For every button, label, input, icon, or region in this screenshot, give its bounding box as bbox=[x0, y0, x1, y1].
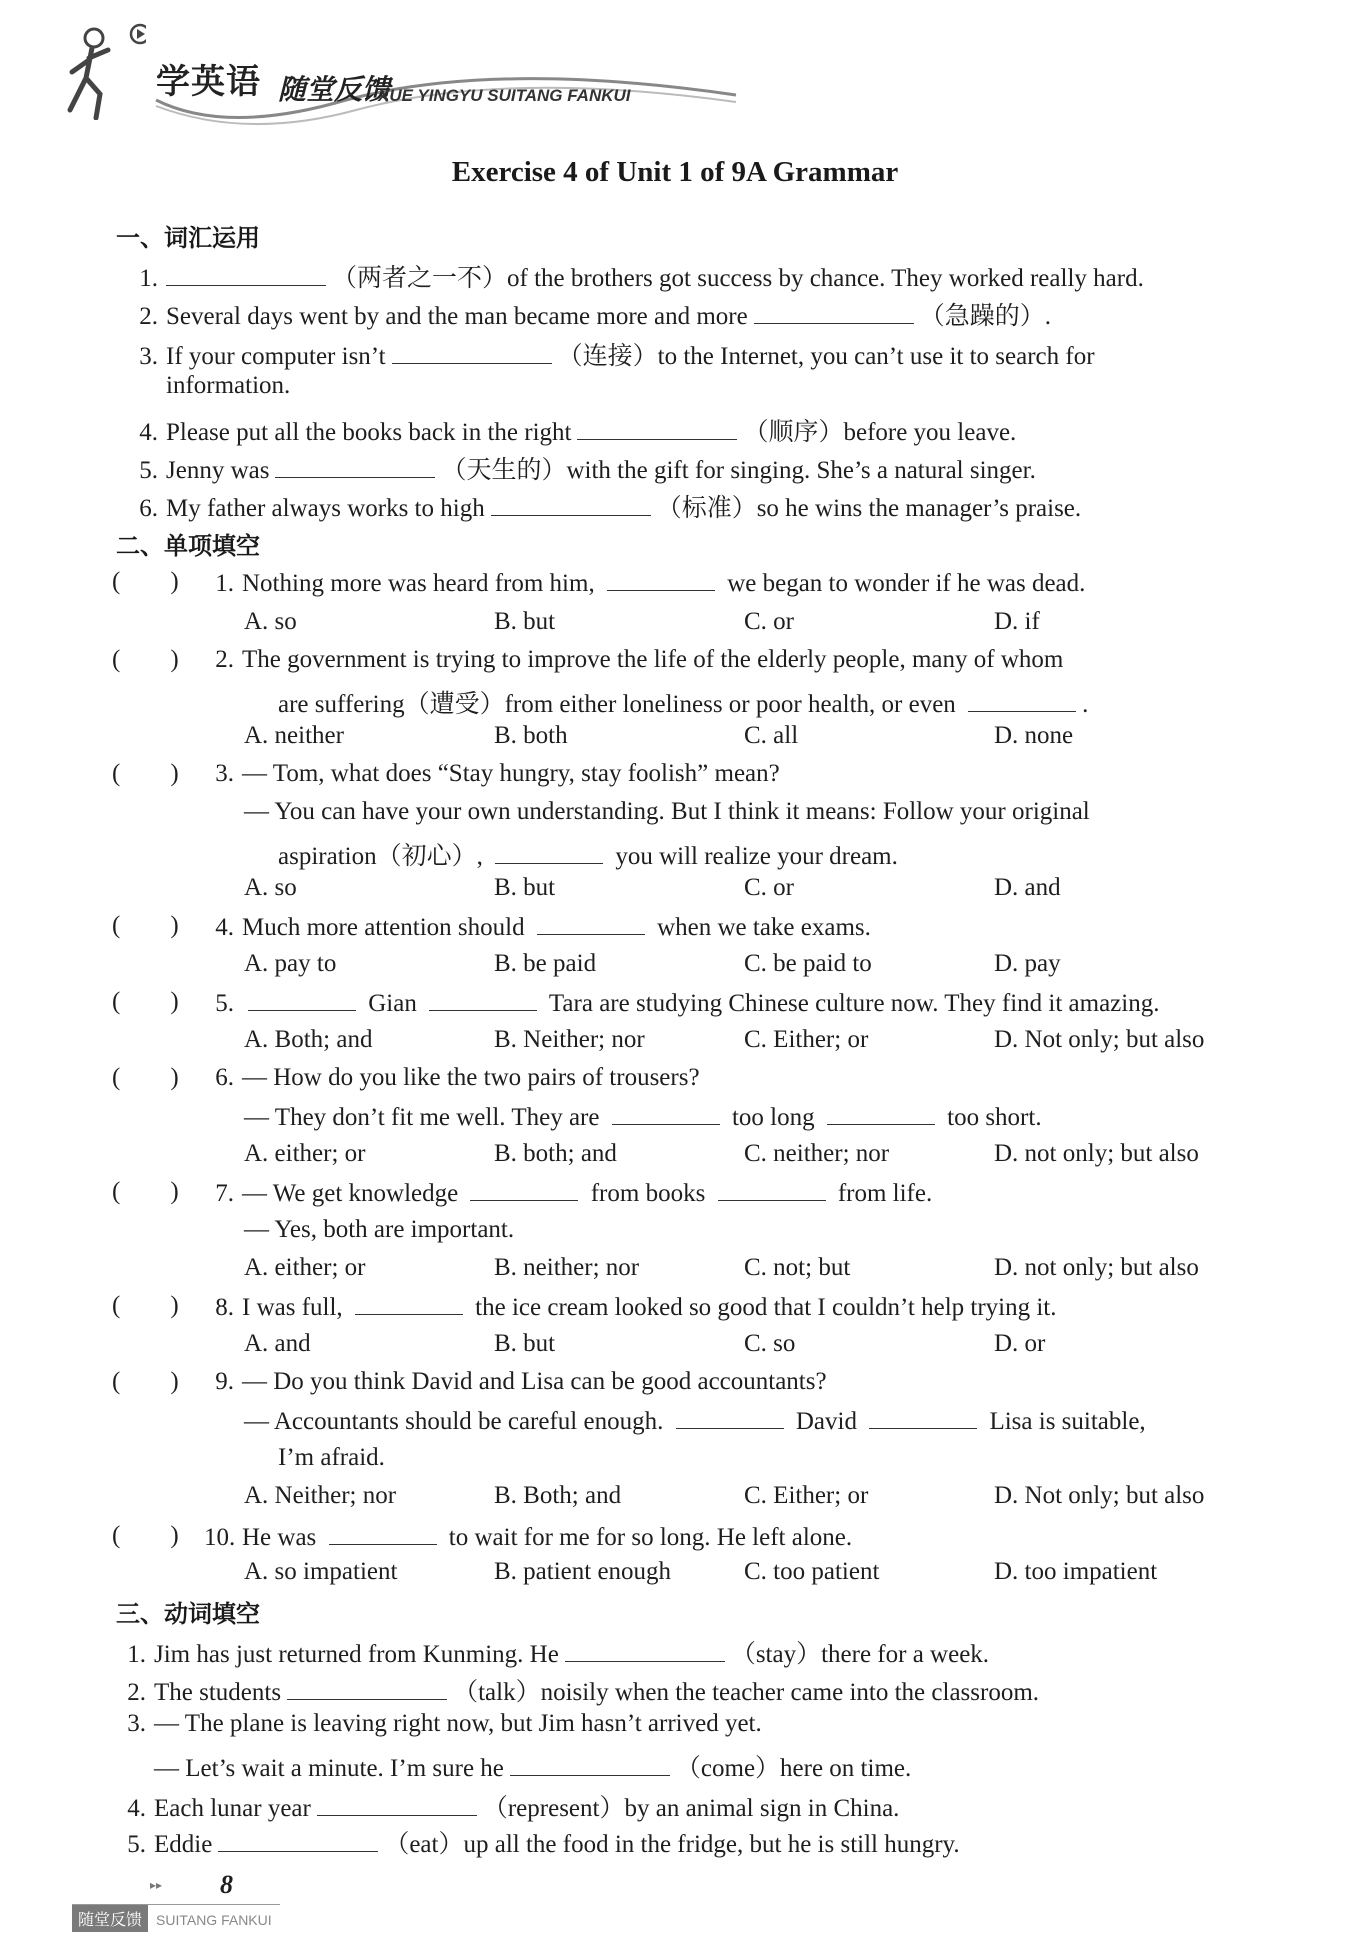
answer-blank[interactable] bbox=[287, 1677, 447, 1700]
answer-blank[interactable] bbox=[754, 301, 914, 324]
option-a[interactable]: A. so bbox=[244, 874, 297, 901]
answer-bracket[interactable]: ( ) bbox=[112, 646, 179, 673]
answer-blank[interactable] bbox=[495, 841, 603, 864]
section3-heading: 三、动词填空 bbox=[116, 1600, 260, 1628]
answer-blank[interactable] bbox=[355, 1292, 463, 1315]
option-a[interactable]: A. so bbox=[244, 608, 297, 635]
answer-blank[interactable] bbox=[392, 341, 552, 364]
option-d[interactable]: D. not only; but also bbox=[994, 1254, 1199, 1281]
answer-blank[interactable] bbox=[275, 455, 435, 478]
question-7-line: — Yes, both are important. bbox=[244, 1216, 515, 1243]
answer-bracket[interactable]: ( ) bbox=[112, 912, 179, 939]
option-d[interactable]: D. and bbox=[994, 874, 1061, 901]
answer-bracket[interactable]: ( ) bbox=[112, 1522, 179, 1549]
answer-bracket[interactable]: ( ) bbox=[112, 1368, 179, 1395]
option-b[interactable]: B. be paid bbox=[494, 950, 597, 977]
option-d[interactable]: D. none bbox=[994, 722, 1074, 749]
question-9-line: — Accountants should be careful enough. David Lisa is suitable, bbox=[244, 1408, 1146, 1435]
question-3-line: — You can have your own understanding. But I think it means: Follow your original bbox=[244, 798, 1090, 825]
option-b[interactable]: B. both bbox=[494, 722, 568, 749]
answer-bracket[interactable]: ( ) bbox=[112, 568, 179, 595]
page-number: 8 bbox=[220, 1870, 233, 1899]
page-header bbox=[56, 20, 696, 120]
option-b[interactable]: B. Neither; nor bbox=[494, 1026, 645, 1053]
question-10-line: 10. He was to wait for me for so long. He left alone. bbox=[204, 1524, 853, 1551]
question-7-line: 7. — We get knowledge from books from life. bbox=[215, 1180, 933, 1207]
option-c[interactable]: C. Either; or bbox=[744, 1026, 869, 1053]
answer-bracket[interactable]: ( ) bbox=[112, 760, 179, 787]
section1-heading: 一、词汇运用 bbox=[116, 224, 260, 252]
option-d[interactable]: D. if bbox=[994, 608, 1040, 635]
option-c[interactable]: C. too patient bbox=[744, 1558, 880, 1585]
option-a[interactable]: A. neither bbox=[244, 722, 344, 749]
option-c[interactable]: C. or bbox=[744, 874, 794, 901]
brand-pinyin: XUE YINGYU SUITANG FANKUI bbox=[378, 86, 631, 105]
question-3-line: 3. — Tom, what does “Stay hungry, stay foolish” mean? bbox=[215, 760, 780, 787]
question-9-line: I’m afraid. bbox=[278, 1444, 385, 1471]
answer-blank[interactable] bbox=[607, 568, 715, 591]
answer-blank[interactable] bbox=[565, 1639, 725, 1662]
question-9-line: 9. — Do you think David and Lisa can be good accountants? bbox=[215, 1368, 827, 1395]
option-c[interactable]: C. neither; nor bbox=[744, 1140, 890, 1167]
option-d[interactable]: D. not only; but also bbox=[994, 1140, 1199, 1167]
option-a[interactable]: A. either; or bbox=[244, 1254, 366, 1281]
option-d[interactable]: D. Not only; but also bbox=[994, 1482, 1205, 1509]
option-c[interactable]: C. Either; or bbox=[744, 1482, 869, 1509]
question-2-line: are suffering（遭受）from either loneliness or poor health, or even . bbox=[278, 691, 1089, 718]
option-b[interactable]: B. but bbox=[494, 1330, 556, 1357]
option-c[interactable]: C. be paid to bbox=[744, 950, 872, 977]
answer-blank[interactable] bbox=[317, 1793, 477, 1816]
vocab-item-1: 1. （两者之一不）of the brothers got success by chance. They worked really hard. bbox=[139, 265, 1144, 292]
footer-label-cn: 随堂反馈 bbox=[72, 1905, 148, 1932]
answer-blank[interactable] bbox=[166, 263, 326, 286]
answer-blank[interactable] bbox=[537, 912, 645, 935]
verb-item-2: 2. The students （talk）noisily when the teacher came into the classroom. bbox=[127, 1679, 1040, 1706]
vocab-item-6: 6. My father always works to high （标准）so he wins the manager’s praise. bbox=[139, 495, 1082, 522]
option-a[interactable]: A. Neither; nor bbox=[244, 1482, 397, 1509]
answer-bracket[interactable]: ( ) bbox=[112, 1064, 179, 1091]
option-b[interactable]: B. Both; and bbox=[494, 1482, 622, 1509]
vocab-item-3: 3. If your computer isn’t （连接）to the Internet, you can’t use it to search for bbox=[139, 343, 1095, 370]
question-6-line: 6. — How do you like the two pairs of trousers? bbox=[215, 1064, 700, 1091]
section2-heading: 二、单项填空 bbox=[116, 532, 260, 560]
vocab-item-5: 5. Jenny was （天生的）with the gift for singing. She’s a natural singer. bbox=[139, 457, 1036, 484]
answer-blank[interactable] bbox=[869, 1406, 977, 1429]
answer-blank[interactable] bbox=[218, 1829, 378, 1852]
option-b[interactable]: B. both; and bbox=[494, 1140, 617, 1167]
verb-item-3: 3. — The plane is leaving right now, but Jim hasn’t arrived yet. bbox=[127, 1710, 762, 1737]
verb-item-4: 4. Each lunar year （represent）by an animal sign in China. bbox=[127, 1795, 900, 1822]
brand-title: 学英语 bbox=[156, 62, 261, 102]
option-d[interactable]: D. too impatient bbox=[994, 1558, 1158, 1585]
option-d[interactable]: D. or bbox=[994, 1330, 1046, 1357]
answer-blank[interactable] bbox=[718, 1178, 826, 1201]
brand-subtitle: 随堂反馈 bbox=[278, 73, 391, 106]
answer-blank[interactable] bbox=[510, 1753, 670, 1776]
answer-blank[interactable] bbox=[827, 1102, 935, 1125]
question-4-line: 4. Much more attention should when we take exams. bbox=[215, 914, 871, 941]
answer-blank[interactable] bbox=[612, 1102, 720, 1125]
option-a[interactable]: A. and bbox=[244, 1330, 311, 1357]
question-6-line: — They don’t fit me well. They are too long too short. bbox=[244, 1104, 1042, 1131]
option-c[interactable]: C. so bbox=[744, 1330, 796, 1357]
option-b[interactable]: B. neither; nor bbox=[494, 1254, 640, 1281]
option-b[interactable]: B. but bbox=[494, 874, 556, 901]
answer-bracket[interactable]: ( ) bbox=[112, 1292, 179, 1319]
answer-blank[interactable] bbox=[329, 1522, 437, 1545]
option-b[interactable]: B. patient enough bbox=[494, 1558, 672, 1585]
answer-blank[interactable] bbox=[968, 689, 1076, 712]
option-d[interactable]: D. Not only; but also bbox=[994, 1026, 1205, 1053]
answer-blank[interactable] bbox=[491, 493, 651, 516]
question-1-line: 1. Nothing more was heard from him, we began to wonder if he was dead. bbox=[215, 570, 1086, 597]
page-title: Exercise 4 of Unit 1 of 9A Grammar bbox=[451, 156, 899, 188]
answer-bracket[interactable]: ( ) bbox=[112, 988, 179, 1015]
option-a[interactable]: A. either; or bbox=[244, 1140, 366, 1167]
answer-blank[interactable] bbox=[470, 1178, 578, 1201]
vocab-item-3-cont: information. bbox=[166, 372, 291, 399]
option-a[interactable]: A. pay to bbox=[244, 950, 337, 977]
option-c[interactable]: C. not; but bbox=[744, 1254, 851, 1281]
answer-blank[interactable] bbox=[429, 988, 537, 1011]
runner-logo-icon bbox=[56, 20, 146, 120]
verb-item-1: 1. Jim has just returned from Kunming. He （stay）there for a week. bbox=[127, 1641, 990, 1668]
footer-label-en: SUITANG FANKUI bbox=[156, 1912, 272, 1928]
answer-blank[interactable] bbox=[676, 1406, 784, 1429]
verb-item-5: 5. Eddie （eat）up all the food in the fridge, but he is still hungry. bbox=[127, 1831, 960, 1858]
vocab-item-2: 2. Several days went by and the man became more and more （急躁的）. bbox=[139, 303, 1051, 330]
option-d[interactable]: D. pay bbox=[994, 950, 1061, 977]
verb-item-3-reply: — Let’s wait a minute. I’m sure he （come）here on time. bbox=[154, 1755, 912, 1782]
answer-blank[interactable] bbox=[577, 417, 737, 440]
option-b[interactable]: B. but bbox=[494, 608, 556, 635]
option-c[interactable]: C. or bbox=[744, 608, 794, 635]
question-5-line: 5. Gian Tara are studying Chinese culture now. They find it amazing. bbox=[215, 990, 1160, 1017]
page-arrows-icon: ▸▸ bbox=[150, 1878, 163, 1892]
option-a[interactable]: A. so impatient bbox=[244, 1558, 398, 1585]
option-c[interactable]: C. all bbox=[744, 722, 799, 749]
answer-blank[interactable] bbox=[248, 988, 356, 1011]
option-a[interactable]: A. Both; and bbox=[244, 1026, 373, 1053]
vocab-item-4: 4. Please put all the books back in the right （顺序）before you leave. bbox=[139, 419, 1017, 446]
question-2-line: 2. The government is trying to improve the life of the elderly people, many of whom bbox=[215, 646, 1064, 673]
answer-bracket[interactable]: ( ) bbox=[112, 1178, 179, 1205]
question-3-line: aspiration（初心）, you will realize your dream. bbox=[278, 843, 898, 870]
question-8-line: 8. I was full, the ice cream looked so good that I couldn’t help trying it. bbox=[215, 1294, 1057, 1321]
